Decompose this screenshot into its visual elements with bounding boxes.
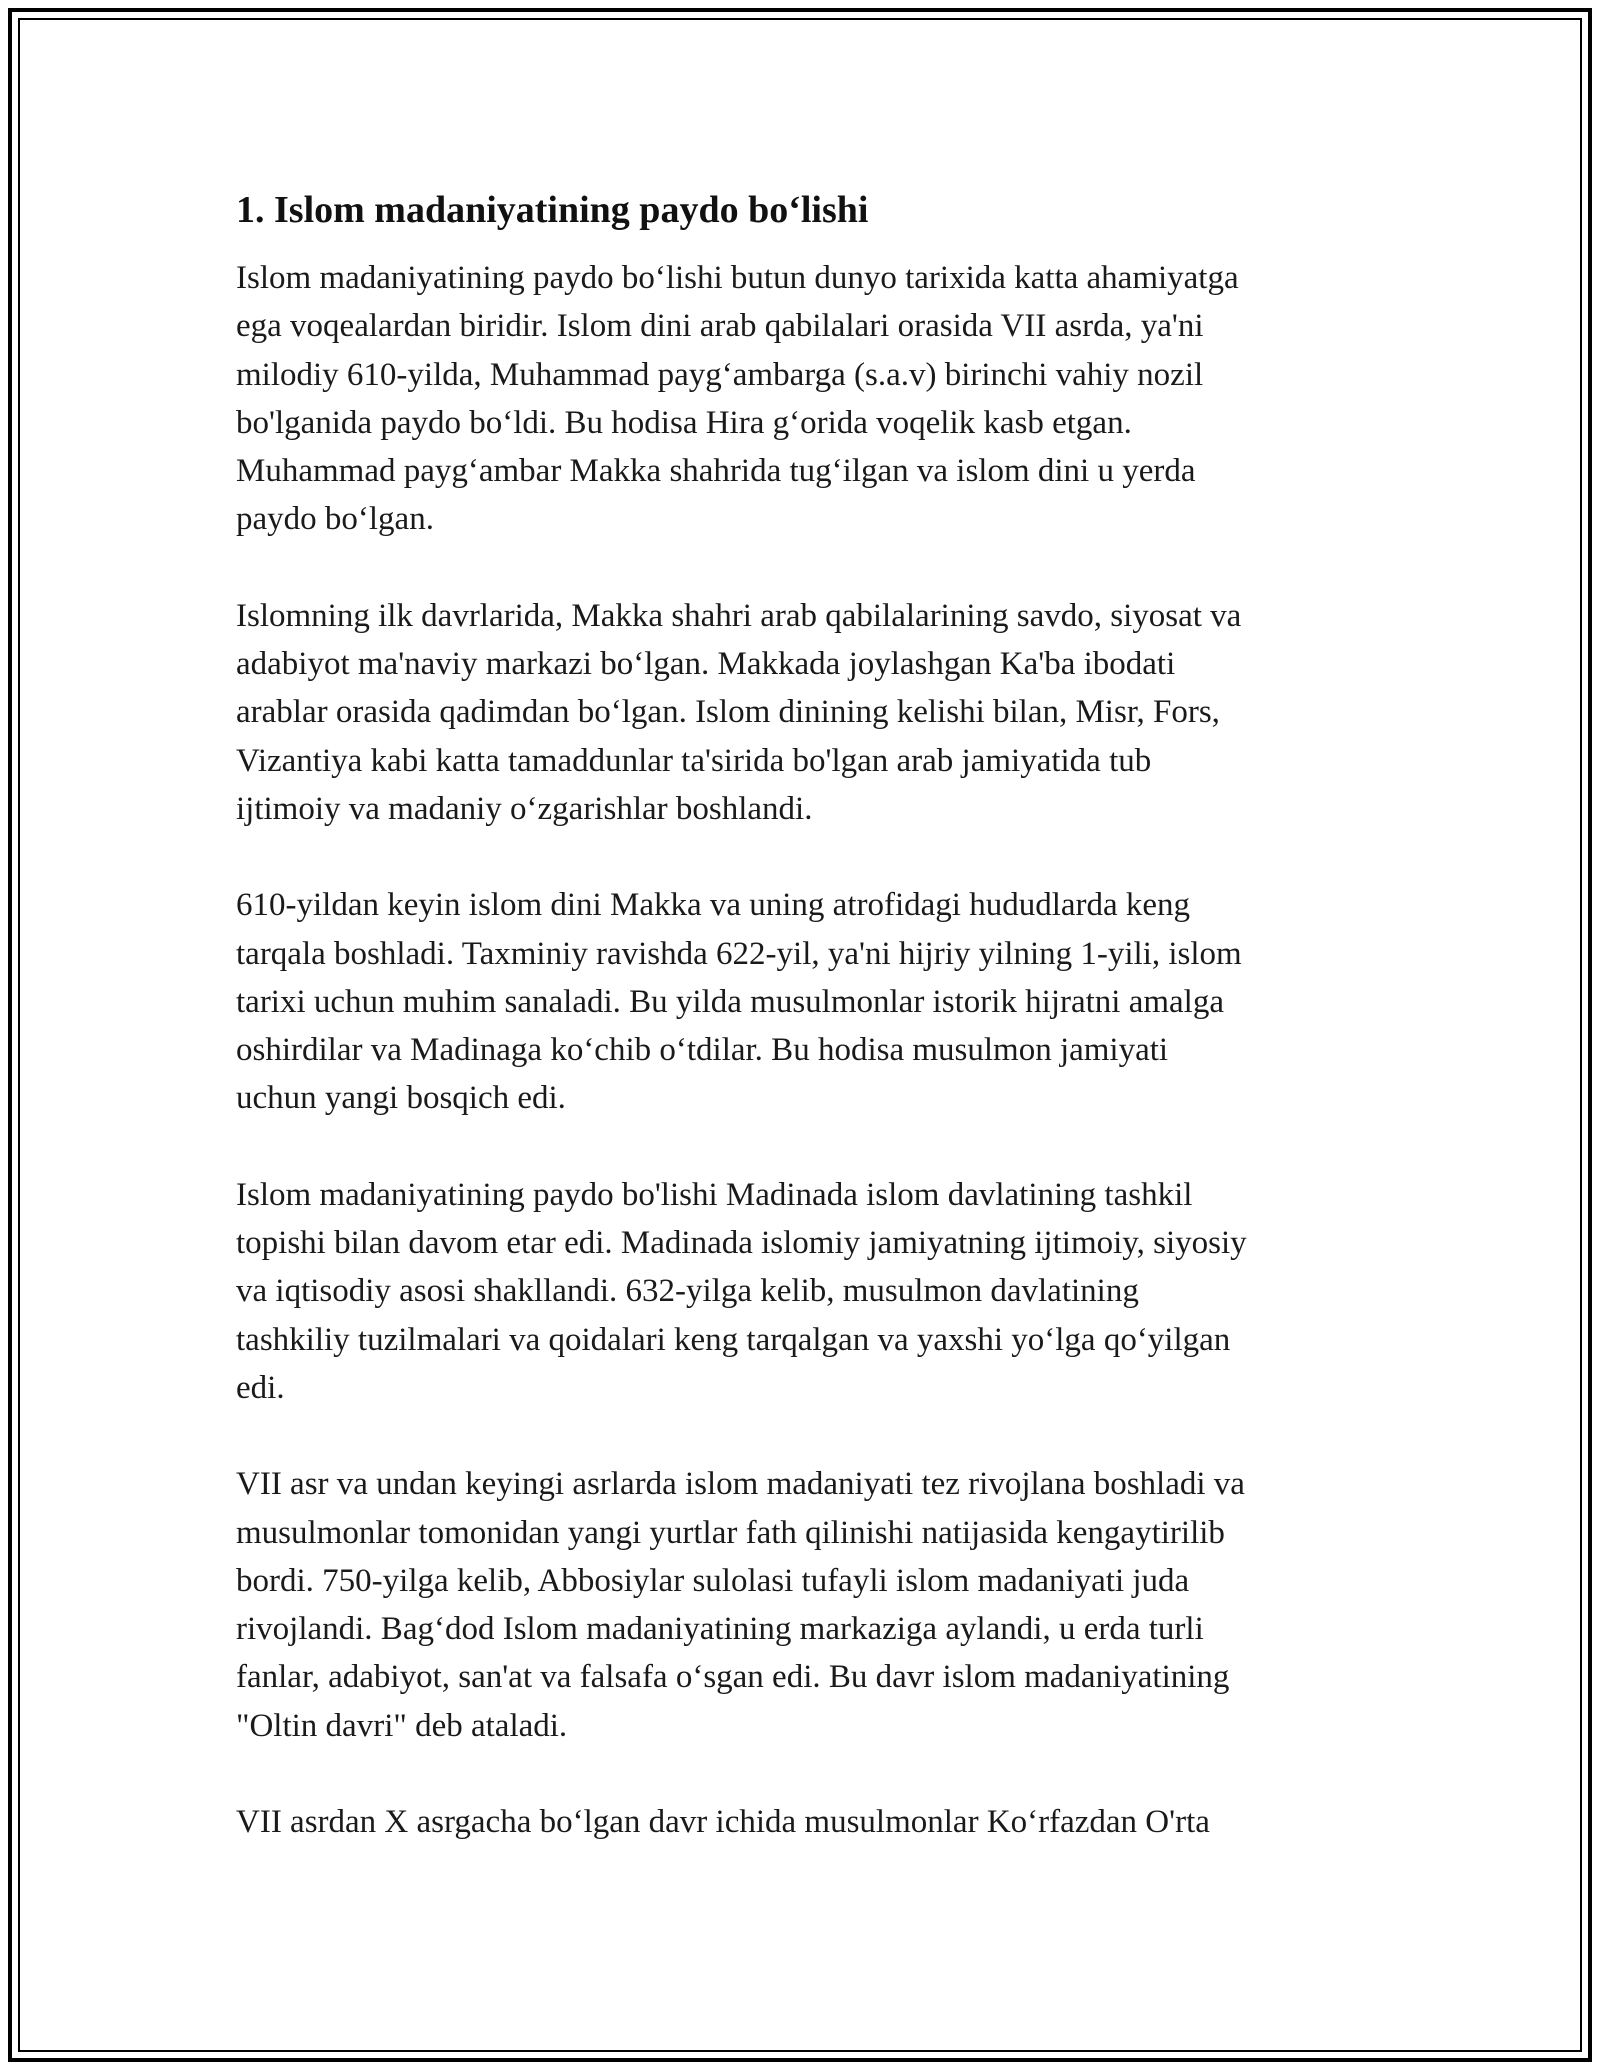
paragraph-line: bo'lganida paydo bo‘ldi. Bu hodisa Hira g‘orida voqelik kasb etgan. [236, 404, 1132, 441]
paragraph-line: musulmonlar tomonidan yangi yurtlar fath qilinishi natijasida kengaytirilib [236, 1514, 1225, 1551]
paragraph-line: oshirdilar va Madinaga ko‘chib o‘tdilar. Bu hodisa musulmon jamiyati [236, 1032, 1169, 1069]
paragraph-line: milodiy 610-yilda, Muhammad payg‘ambarga (s.a.v) birinchi vahiy nozil [236, 356, 1204, 393]
paragraph-line: ega voqealardan biridir. Islom dini arab qabilalari orasida VII asrda, ya'ni [236, 308, 1204, 345]
paragraph-list [236, 254, 1366, 1846]
body-paragraph [236, 1798, 1366, 1846]
paragraph-line: rivojlandi. Bag‘dod Islom madaniyatining markaziga aylandi, u erda turli [236, 1611, 1204, 1648]
paragraph-line: Vizantiya kabi katta tamaddunlar ta'sirida bo'lgan arab jamiyatida tub [236, 742, 1152, 779]
paragraph-line: paydo bo‘lgan. [236, 501, 434, 538]
paragraph-line: Islom madaniyatining paydo bo‘lishi butun dunyo tarixida katta ahamiyatga [236, 260, 1239, 296]
paragraph-line: tashkiliy tuzilmalari va qoidalari keng tarqalgan va yaxshi yo‘lga qo‘yilgan [236, 1321, 1231, 1358]
paragraph-line: edi. [236, 1369, 285, 1406]
paragraph-line: "Oltin davri" deb ataladi. [236, 1707, 568, 1744]
section-heading: 1. Islom madaniyatining paydo bo‘lishi [236, 189, 869, 231]
paragraph-line: VII asrdan X asrgacha bo‘lgan davr ichida musulmonlar Ko‘rfazdan O'rta [236, 1804, 1210, 1841]
paragraph-line: adabiyot ma'naviy markazi bo‘lgan. Makkada joylashgan Ka'ba ibodati [236, 646, 1176, 683]
paragraph-line: uchun yangi bosqich edi. [236, 1080, 566, 1117]
paragraph-line: va iqtisodiy asosi shakllandi. 632-yilga kelib, musulmon davlatining [236, 1273, 1139, 1310]
paragraph-line: 610-yildan keyin islom dini Makka va uning atrofidagi hududlarda keng [236, 887, 1191, 924]
paragraph-line: topishi bilan davom etar edi. Madinada islomiy jamiyatning ijtimoiy, siyosiy [236, 1225, 1247, 1262]
paragraph-line: Muhammad payg‘ambar Makka shahrida tug‘ilgan va islom dini u yerda [236, 453, 1196, 490]
body-paragraph [236, 1171, 1366, 1412]
body-paragraph [236, 881, 1366, 1122]
paragraph-line: fanlar, adabiyot, san'at va falsafa o‘sgan edi. Bu davr islom madaniyatining [236, 1659, 1230, 1696]
body-paragraph [236, 254, 1366, 544]
paragraph-line: Islomning ilk davrlarida, Makka shahri arab qabilalarining savdo, siyosat va [236, 597, 1242, 634]
paragraph-line: Islom madaniyatining paydo bo'lishi Madinada islom davlatining tashkil [236, 1176, 1193, 1213]
paragraph-line: arablar orasida qadimdan bo‘lgan. Islom dinining kelishi bilan, Misr, Fors, [236, 694, 1220, 731]
document-body [236, 186, 1366, 1846]
paragraph-line: tarixi uchun muhim sanaladi. Bu yilda musulmonlar istorik hijratni amalga [236, 983, 1224, 1020]
body-paragraph [236, 592, 1366, 833]
paragraph-line: bordi. 750-yilga kelib, Abbosiylar sulolasi tufayli islom madaniyati juda [236, 1562, 1190, 1599]
paragraph-line: VII asr va undan keyingi asrlarda islom madaniyati tez rivojlana boshladi va [236, 1466, 1245, 1503]
paragraph-line: tarqala boshladi. Taxminiy ravishda 622-yil, ya'ni hijriy yilning 1-yili, islom [236, 935, 1242, 972]
paragraph-line: ijtimoiy va madaniy o‘zgarishlar boshlandi. [236, 790, 813, 827]
body-paragraph [236, 1460, 1366, 1750]
